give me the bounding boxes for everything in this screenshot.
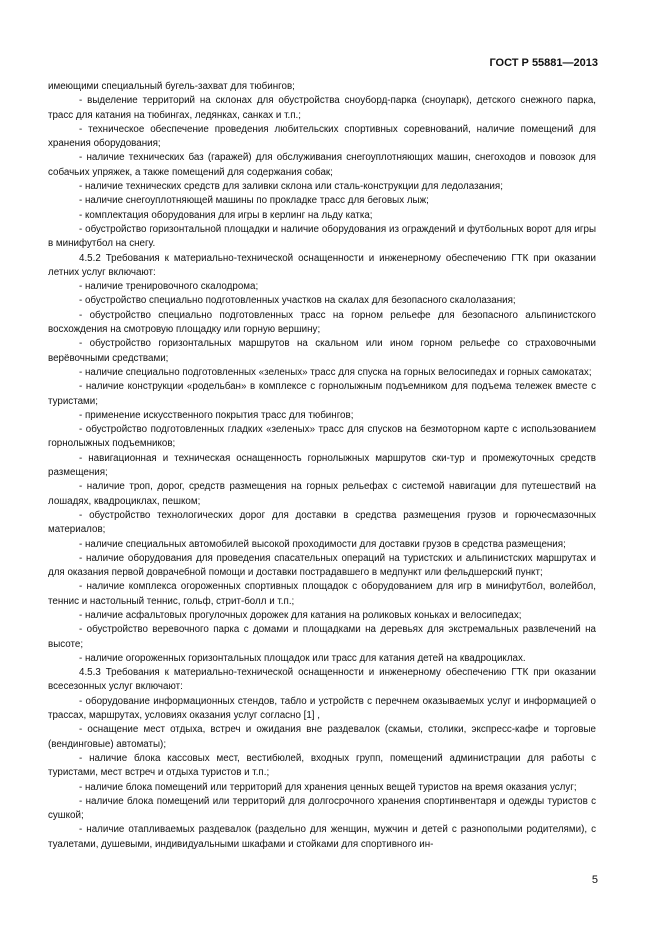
paragraph: - наличие асфальтовых прогулочных дорожек для катания на роликовых коньках и велосипедах; — [79, 609, 522, 621]
paragraph: - оборудование информационных стендов, табло и устройств с перечнем оказываемых услуг и информацией о трассах, маршрутах, условиях оказания услуг согласно [1] , — [48, 695, 596, 722]
paragraph: - наличие блока помещений или территорий для долгосрочного хранения спортинвентаря и одежды туристов с сушкой; — [48, 795, 596, 822]
paragraph: - наличие отапливаемых раздевалок (раздельно для женщин, мужчин и детей с разнополыми родителями), с туалетами, душевыми, индивидуальными шкафами и стойками для спортивного ин- — [48, 824, 596, 850]
paragraph: имеющими специальный бугель-захват для тюбингов; — [48, 81, 295, 92]
paragraph: - наличие специально подготовленных «зеленых» трасс для спуска на горных велосипедах и горных самокатах; — [79, 366, 592, 378]
paragraph: - выделение территорий на склонах для обустройства сноуборд-парка (сноупарк), детского снежного парка, трасс для катания на тюбингах, ледянках, санках и т.п.; — [48, 95, 596, 121]
paragraph: - наличие троп, дорог, средств размещения на горных рельефах с системой навигации для путешествий на лошадях, квадроциклах, пешком; — [48, 481, 596, 507]
paragraph: - обустройство горизонтальной площадки и наличие оборудования из ограждений и футбольных ворот для игры в минифутбол на снегу. — [48, 223, 596, 250]
paragraph: - применение искусственного покрытия трасс для тюбингов; — [79, 409, 354, 421]
paragraph: - комплектация оборудования для игры в керлинг на льду катка; — [79, 209, 373, 221]
paragraph: - наличие блока помещений или территорий для хранения ценных вещей туристов на время оказания услуг; — [79, 781, 577, 793]
paragraph: - оснащение мест отдыха, встреч и ожидания вне раздевалок (скамьи, столики, экспресс-кафе и торговые (вендинговые) автоматы); — [48, 724, 596, 750]
paragraph: - обустройство специально подготовленных трасс на горном рельефе для безопасного альпинистского восхождения на смотровую площадку или горную вершину; — [48, 309, 596, 336]
paragraph: - наличие блока кассовых мест, вестибюлей, входных групп, помещений администрации для работы с туристами, мест встреч и отдыха туристов и т.п.; — [48, 752, 596, 779]
paragraph: - наличие технических средств для заливки склона или сталь-конструкции для ледолазания; — [79, 181, 503, 193]
paragraph: - наличие оборудования для проведения спасательных операций на туристских и альпинистских маршрутах и для оказания первой доврачебной помощи и доставки пострадавшего в медпункт или фельдшерский пункт; — [48, 552, 596, 579]
paragraph: - обустройство специально подготовленных участков на скалах для безопасного скалолазания; — [79, 295, 516, 307]
paragraph: - наличие технических баз (гаражей) для обслуживания снегоуплотняющих машин, снегоходов и повозок для собачьих упряжек, а также помещений для содержания собак; — [48, 152, 596, 178]
paragraph: - наличие тренировочного скалодрома; — [79, 281, 259, 293]
paragraph: 4.5.2 Требования к материально-технической оснащенности и инженерному обеспечению ГТК при оказании летних услуг включают: — [48, 252, 596, 278]
paragraph: - обустройство подготовленных гладких «зеленых» трасс для спусков на безмоторном карте с использованием горнолыжных подъемников; — [48, 424, 596, 450]
paragraph: - наличие снегоуплотняющей машины по прокладке трасс для беговых лыж; — [79, 195, 429, 207]
paragraph: - наличие комплекса огороженных спортивных площадок с оборудованием для игр в минифутбол, волейбол, теннис и настольный теннис, гольф, стрит-болл и т.п.; — [48, 581, 596, 607]
page-number: 5 — [591, 874, 598, 886]
paragraph: - наличие специальных автомобилей высокой проходимости для доставки грузов в средства размещения; — [79, 538, 566, 550]
paragraph: - обустройство горизонтальных маршрутов на скальном или ином горном рельефе со страховочными верёвочными средствами; — [48, 338, 596, 364]
paragraph: - обустройство веревочного парка с домами и площадками на деревьях для экстремальных развлечений на высоте; — [48, 624, 596, 650]
paragraph: - техническое обеспечение проведения любительских спортивных соревнований, наличие помещений для хранения оборудования; — [48, 123, 596, 150]
paragraph: - наличие конструкции «родельбан» в комплексе с горнолыжным подъемником для подъема тележек вместе с туристами; — [48, 381, 596, 407]
document-header: ГОСТ Р 55881—2013 — [489, 57, 598, 69]
paragraph: - навигационная и техническая оснащенность горнолыжных маршрутов ски-тур и промежуточных средств размещения; — [48, 452, 596, 479]
paragraph: - обустройство технологических дорог для доставки в средства размещения грузов и горючесмазочных материалов; — [48, 509, 596, 536]
paragraph: 4.5.3 Требования к материально-технической оснащенности и инженерному обеспечению ГТК при оказании всесезонных услуг включают: — [48, 667, 596, 693]
paragraph: - наличие огороженных горизонтальных площадок или трасс для катания детей на квадроциклах. — [79, 652, 526, 664]
document-body — [48, 80, 596, 852]
